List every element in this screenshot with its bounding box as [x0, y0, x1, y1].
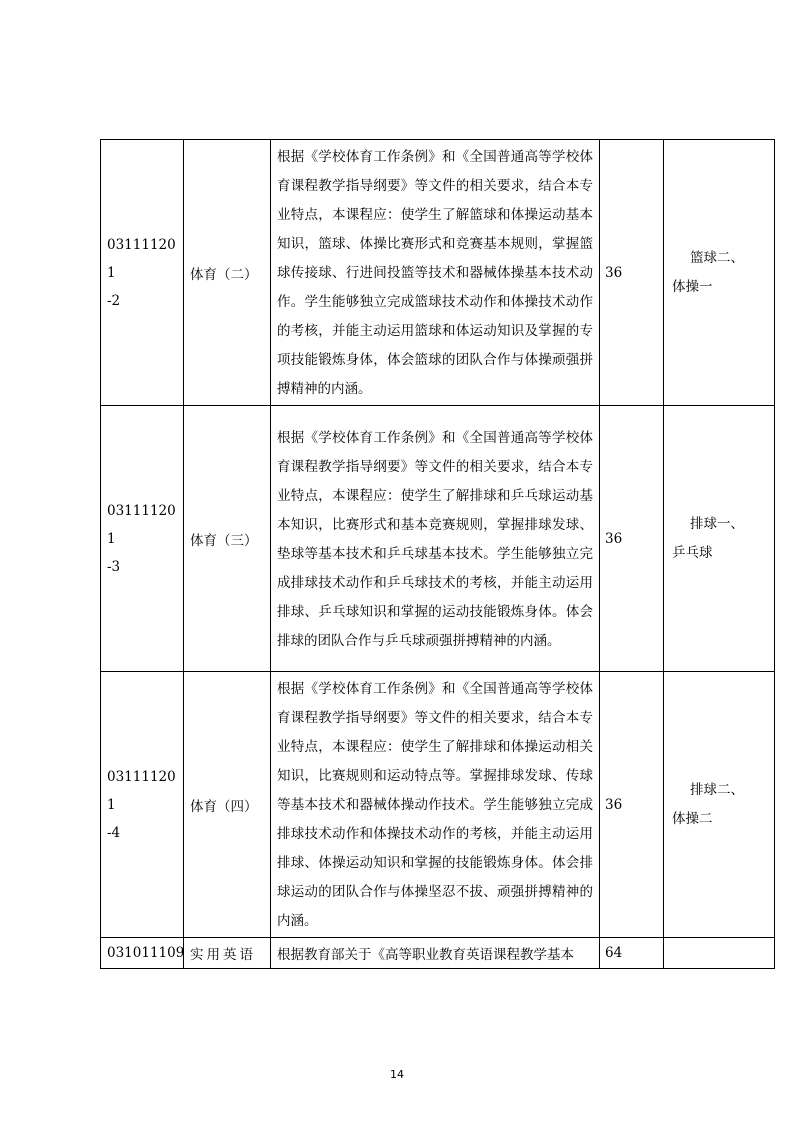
page-number: 14 — [390, 1068, 404, 1081]
table-row — [101, 938, 775, 969]
course-code: 031111201 -2 — [101, 140, 184, 406]
course-description: 根据《学校体育工作条例》和《全国普通高等学校体育课程教学指导纲要》等文件的相关要求，结合本专业特点，本课程应：使学生了解排球和体操运动相关知识，比赛规则和运动特点等。掌握排球发球、传球等基本技术和器械体操动作技术。学生能够独立完成排球技术动作和体操技术动作的考核，并能主动运用排球、体操运动知识和掌握的技能锻炼身体。体会排球运动的团队合作与体操坚忍不拔、顽强拼搏精神的内涵。 — [271, 672, 600, 938]
course-note: 排球二、 体操二 — [664, 672, 775, 938]
course-code: 031111201 -3 — [101, 406, 184, 672]
course-code: 031111201 -4 — [101, 672, 184, 938]
course-note: 篮球二、 体操一 — [664, 140, 775, 406]
course-name: 体育（二） — [184, 140, 271, 406]
table-row — [101, 406, 775, 672]
course-description: 根据教育部关于《高等职业教育英语课程教学基本 — [271, 938, 600, 969]
course-table — [100, 139, 775, 969]
course-code: 031011109 — [101, 938, 184, 969]
course-note — [664, 938, 775, 969]
course-hours: 64 — [600, 938, 664, 969]
course-hours: 36 — [600, 672, 664, 938]
course-name: 体育（三） — [184, 406, 271, 672]
table-row — [101, 140, 775, 406]
course-hours: 36 — [600, 140, 664, 406]
course-note: 排球一、 乒乓球 — [664, 406, 775, 672]
course-name: 体育（四） — [184, 672, 271, 938]
course-description: 根据《学校体育工作条例》和《全国普通高等学校体育课程教学指导纲要》等文件的相关要求，结合本专业特点，本课程应：使学生了解篮球和体操运动基本知识，篮球、体操比赛形式和竞赛基本规则，掌握篮球传接球、行进间投篮等技术和器械体操基本技术动作。学生能够独立完成篮球技术动作和体操技术动作的考核，并能主动运用篮球和体运动知识及掌握的专项技能锻炼身体，体会篮球的团队合作与体操顽强拼搏精神的内涵。 — [271, 140, 600, 406]
course-description: 根据《学校体育工作条例》和《全国普通高等学校体育课程教学指导纲要》等文件的相关要求，结合本专业特点，本课程应：使学生了解排球和乒乓球运动基本知识，比赛形式和基本竞赛规则，掌握排球发球、垫球等基本技术和乒乓球基本技术。学生能够独立完成排球技术动作和乒乓球技术的考核，并能主动运用排球、乒乓球知识和掌握的运动技能锻炼身体。体会排球的团队合作与乒乓球顽强拼搏精神的内涵。 — [271, 406, 600, 672]
table-row — [101, 672, 775, 938]
course-hours: 36 — [600, 406, 664, 672]
course-name: 实用英语 — [184, 938, 271, 969]
